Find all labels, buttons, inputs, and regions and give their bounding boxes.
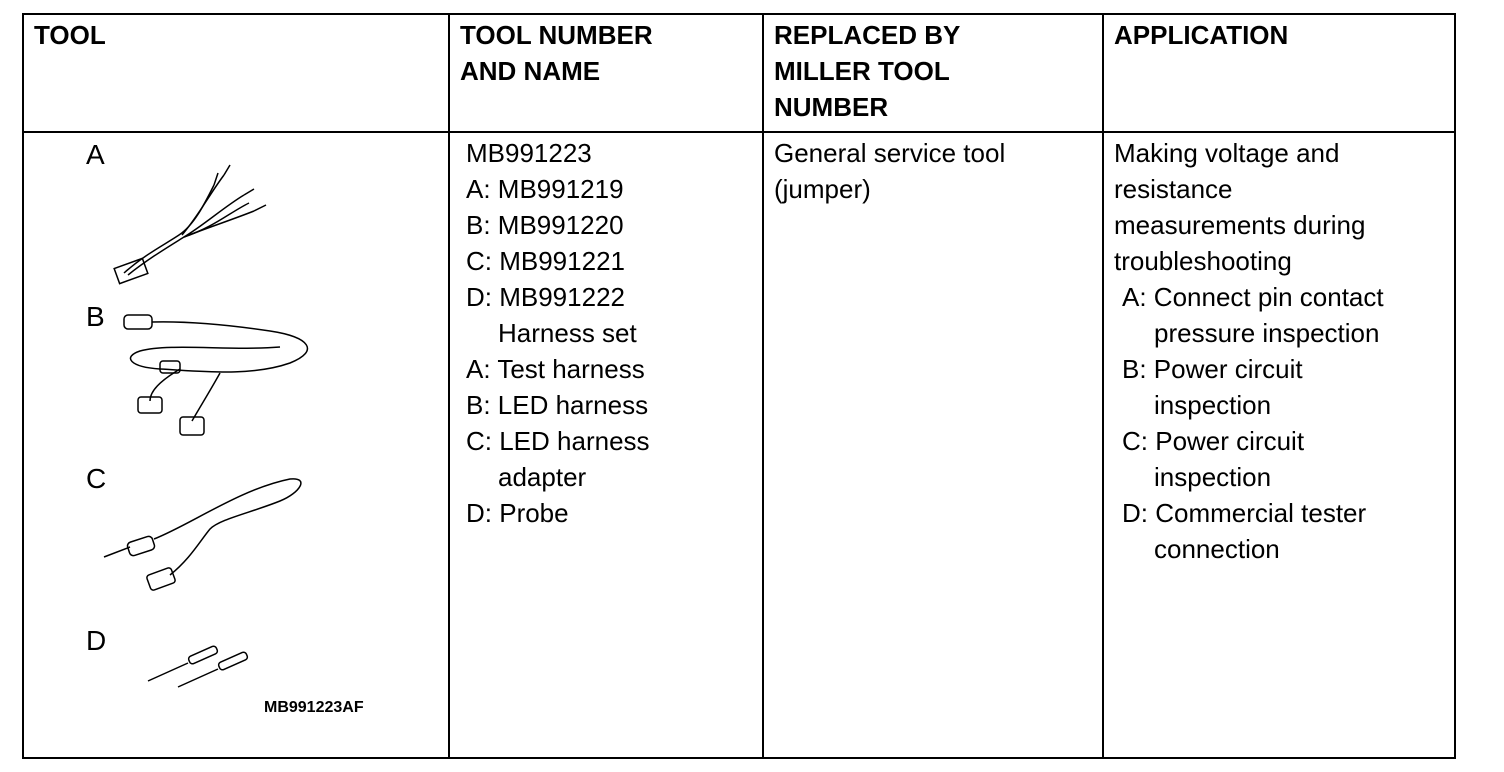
header-tool-number-line2: AND NAME xyxy=(460,56,601,86)
probe-illustration xyxy=(144,641,254,691)
tool-number-line: adapter xyxy=(498,462,587,492)
tool-row xyxy=(23,132,1455,758)
application-line: pressure inspection xyxy=(1154,318,1380,348)
tool-number-line: D: Probe xyxy=(466,498,569,528)
application-line: D: Commercial tester xyxy=(1122,498,1367,528)
application-line: B: Power circuit xyxy=(1122,354,1303,384)
tool-number-line: A: MB991219 xyxy=(466,174,624,204)
replaced-by-line: (jumper) xyxy=(774,174,871,204)
header-replaced-line3: NUMBER xyxy=(774,92,889,122)
application-line: C: Power circuit xyxy=(1122,426,1305,456)
tool-number-line: B: MB991220 xyxy=(466,210,624,240)
tool-number-line: C: MB991221 xyxy=(466,246,625,276)
application-line: Making voltage and xyxy=(1114,138,1340,168)
tool-number-line: B: LED harness xyxy=(466,390,649,420)
tool-number-cell xyxy=(449,132,763,758)
application-line: inspection xyxy=(1154,390,1272,420)
header-replaced-line2: MILLER TOOL xyxy=(774,56,950,86)
tool-letter-a: A xyxy=(86,139,105,170)
tool-number-line: MB991223 xyxy=(466,138,592,168)
special-tools-table xyxy=(22,13,1456,759)
application-line: measurements during xyxy=(1114,210,1366,240)
header-application: APPLICATION xyxy=(1114,20,1289,50)
application-text xyxy=(1104,133,1454,567)
tool-letter-b: B xyxy=(86,301,105,332)
application-line: A: Connect pin contact xyxy=(1122,282,1384,312)
tool-number-line: D: MB991222 xyxy=(466,282,625,312)
led-harness-adapter-illustration xyxy=(100,469,310,599)
application-line: inspection xyxy=(1154,462,1272,492)
tool-number-list xyxy=(450,133,762,531)
application-line: connection xyxy=(1154,534,1280,564)
header-tool-number-cell xyxy=(449,14,763,132)
header-replaced-line1: REPLACED BY xyxy=(774,20,961,50)
header-tool-number xyxy=(450,15,762,89)
test-harness-illustration xyxy=(104,155,284,285)
figure-caption: MB991223AF xyxy=(264,699,364,716)
tool-letter-d: D xyxy=(86,625,107,656)
header-application-cell xyxy=(1103,14,1455,132)
led-harness-illustration xyxy=(120,311,320,441)
replaced-by-cell xyxy=(763,132,1103,758)
application-line: troubleshooting xyxy=(1114,246,1292,276)
header-tool-cell xyxy=(23,14,449,132)
header-replaced xyxy=(764,15,1102,125)
header-replaced-cell xyxy=(763,14,1103,132)
header-row xyxy=(23,14,1455,132)
application-cell xyxy=(1103,132,1455,758)
tool-number-line: Harness set xyxy=(498,318,637,348)
replaced-by-text xyxy=(764,133,1102,207)
header-tool-number-line1: TOOL NUMBER xyxy=(460,20,653,50)
tool-number-line: C: LED harness xyxy=(466,426,650,456)
header-tool: TOOL xyxy=(34,20,106,50)
replaced-by-line: General service tool xyxy=(774,138,1006,168)
tool-letter-c: C xyxy=(86,463,107,494)
tool-illustration-cell xyxy=(23,132,449,758)
tool-number-line: A: Test harness xyxy=(466,354,645,384)
application-line: resistance xyxy=(1114,174,1233,204)
